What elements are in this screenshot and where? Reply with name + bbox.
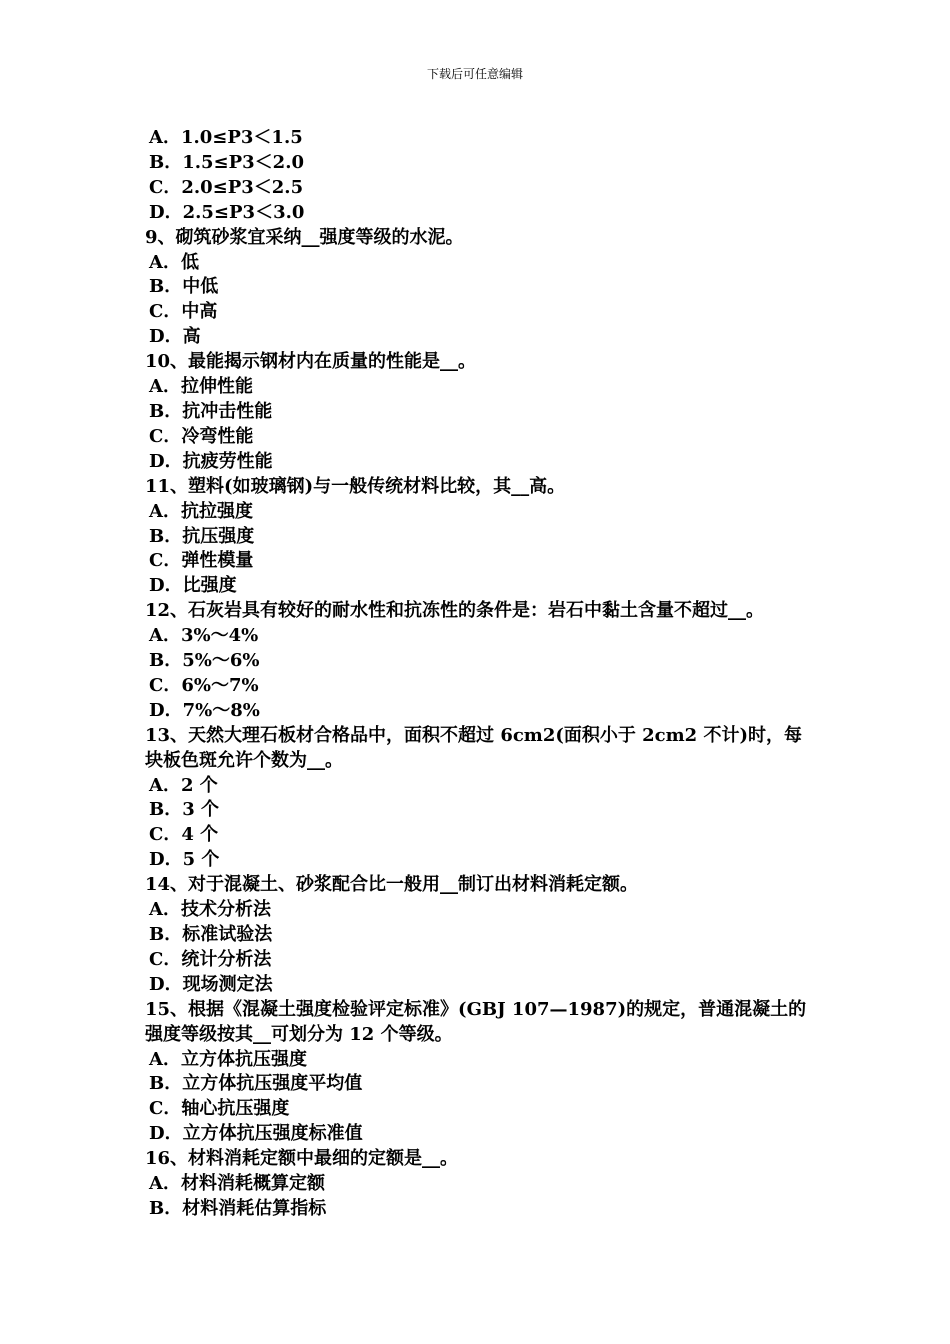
answer-option: A．材料消耗概算定额	[149, 1173, 325, 1195]
answer-option: C．弹性模量	[149, 550, 254, 572]
answer-option: A．立方体抗压强度	[149, 1048, 307, 1070]
question-text: 9、砌筑砂浆宜采纳__强度等级的水泥。	[145, 226, 464, 248]
question-text: 强度等级按其__可划分为 12 个等级。	[145, 1023, 453, 1045]
answer-option: A．1.0≤P3＜1.5	[149, 127, 303, 148]
answer-option: C．冷弯性能	[149, 425, 254, 447]
answer-option: C．4 个	[149, 824, 219, 846]
answer-option: C．轴心抗压强度	[149, 1098, 290, 1120]
answer-option: A．抗拉强度	[149, 500, 253, 522]
answer-option: B．抗冲击性能	[149, 400, 273, 422]
answer-option: A．技术分析法	[149, 899, 271, 921]
question-text: 15、根据《混凝土强度检验评定标准》(GBJ 107—1987)的规定，普通混凝土的	[145, 998, 807, 1020]
question-text: 14、对于混凝土、砂浆配合比一般用__制订出材料消耗定额。	[145, 874, 639, 896]
question-text: 块板色斑允许个数为__。	[145, 749, 343, 771]
answer-option: D．高	[149, 326, 201, 348]
question-text: 16、材料消耗定额中最细的定额是__。	[145, 1148, 459, 1170]
answer-option: C．中高	[149, 301, 218, 323]
answer-option: B．1.5≤P3＜2.0	[149, 151, 304, 173]
answer-option: A．2 个	[149, 774, 218, 796]
answer-option: B．立方体抗压强度平均值	[149, 1073, 363, 1095]
question-text: 13、天然大理石板材合格品中，面积不超过 6cm2(面积小于 2cm2 不计)时，每	[145, 724, 802, 746]
answer-option: B．中低	[149, 276, 219, 298]
question-text: 11、塑料(如玻璃钢)与一般传统材料比较，其__高。	[145, 475, 566, 497]
answer-option: B．抗压强度	[149, 525, 255, 547]
answer-option: B．3 个	[149, 799, 220, 821]
answer-option: C．统计分析法	[149, 948, 272, 970]
answer-option: C．6%～7%	[149, 674, 259, 696]
answer-option: D．比强度	[149, 575, 237, 597]
answer-option: D．抗疲劳性能	[149, 450, 273, 472]
answer-option: B．5%～6%	[149, 650, 260, 672]
answer-option: B．材料消耗估算指标	[149, 1197, 327, 1219]
answer-option: A．低	[149, 251, 199, 273]
answer-option: D．7%～8%	[149, 699, 260, 721]
answer-option: A．3%～4%	[149, 625, 259, 647]
exam-questions	[145, 126, 810, 1222]
answer-option: D．5 个	[149, 849, 220, 871]
answer-option: B．标准试验法	[149, 924, 273, 945]
answer-option: D．立方体抗压强度标准值	[149, 1123, 363, 1145]
answer-option: A．拉伸性能	[149, 376, 253, 398]
answer-option: D．现场测定法	[149, 973, 273, 995]
page-header-note: 下载后可任意编辑	[426, 67, 523, 81]
answer-option: C．2.0≤P3＜2.5	[149, 176, 304, 198]
answer-option: D．2.5≤P3＜3.0	[149, 201, 305, 223]
question-text: 12、石灰岩具有较好的耐水性和抗冻性的条件是：岩石中黏土含量不超过__。	[145, 600, 765, 622]
question-text: 10、最能揭示钢材内在质量的性能是__。	[145, 351, 477, 373]
